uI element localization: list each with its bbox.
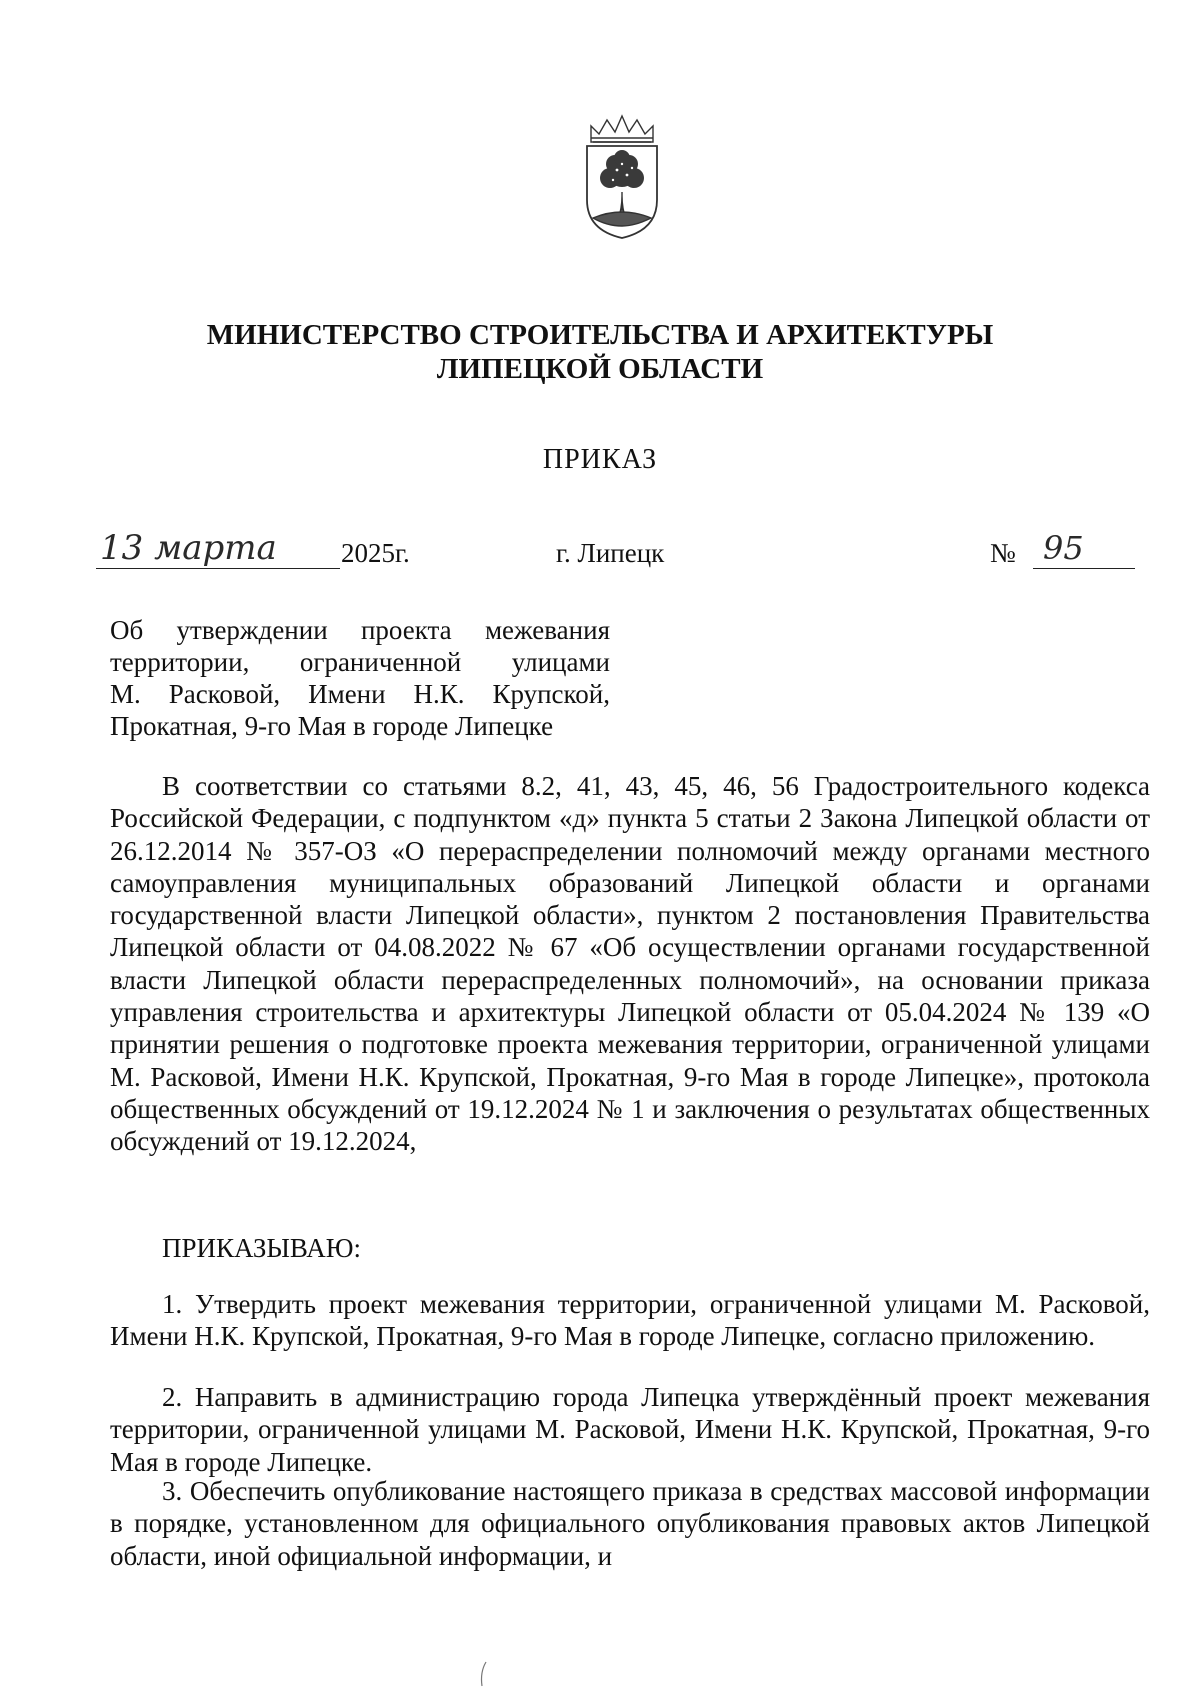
date-number-line xyxy=(0,528,1200,578)
handwritten-date: 13 марта xyxy=(96,530,340,569)
order-item-2: 2. Направить в администрацию города Липецка утверждённый проект межевания территории, ограниченной улицами М. Расковой, Имени Н.К. Крупской, Прокатная, 9-го Мая в городе Липецке. xyxy=(110,1382,1150,1477)
coat-of-arms-emblem xyxy=(577,112,667,242)
document-year: 2025г. xyxy=(341,538,410,568)
subject-line: Об утверждении проекта межевания xyxy=(110,615,610,645)
document-city: г. Липецк xyxy=(556,538,665,568)
ministry-line-1: МИНИСТЕРСТВО СТРОИТЕЛЬСТВА И АРХИТЕКТУРЫ xyxy=(206,319,994,351)
number-sign: № xyxy=(990,538,1016,568)
scan-artifact-mark xyxy=(476,1660,490,1688)
ministry-line-2: ЛИПЕЦКОЙ ОБЛАСТИ xyxy=(436,353,764,385)
order-item-3: 3. Обеспечить опубликование настоящего приказа в средствах массовой информации в порядке, установленном для официального опубликования правовых актов Липецкой области, иной официальной информации, и xyxy=(110,1476,1150,1571)
document-type-title: ПРИКАЗ xyxy=(542,444,658,475)
document-subject xyxy=(110,614,610,742)
preamble-paragraph: В соответствии со статьями 8.2, 41, 43, 45, 46, 56 Градостроительного кодекса Российской Федерации, с подпунктом «д» пункта 5 статьи 2 Закона Липецкой области от 26.12.2014 № 357-ОЗ «О перераспределении полномочий между органами местного самоуправления муниципальных образований Липецкой области и органами государственной власти Липецкой области», пунктом 2 постановления Правительства Липецкой области от 04.08.2022 № 67 «Об осуществлении органами государственной власти Липецкой области перераспределенных полномочий», на основании приказа управления строительства и архитектуры Липецкой области от 05.04.2024 № 139 «О принятии решения о подготовке проекта межевания территории, ограниченной улицами М. Расковой, Имени Н.К. Крупской, Прокатная, 9-го Мая в городе Липецке», протокола общественных обсуждений от 19.12.2024 № 1 и заключения о результатах общественных обсуждений от 19.12.2024, xyxy=(110,771,1150,1157)
subject-line: Прокатная, 9-го Мая в городе Липецке xyxy=(110,711,554,741)
handwritten-document-number: 95 xyxy=(1033,530,1135,569)
order-word: ПРИКАЗЫВАЮ: xyxy=(162,1233,361,1263)
order-item-1: 1. Утвердить проект межевания территории, ограниченной улицами М. Расковой, Имени Н.К. Крупской, Прокатная, 9-го Мая в городе Липецке, согласно приложению. xyxy=(110,1289,1150,1352)
subject-line: М. Расковой, Имени Н.К. Крупской, xyxy=(110,679,610,709)
ministry-name xyxy=(100,318,1100,386)
subject-line: территории, ограниченной улицами xyxy=(110,647,610,677)
